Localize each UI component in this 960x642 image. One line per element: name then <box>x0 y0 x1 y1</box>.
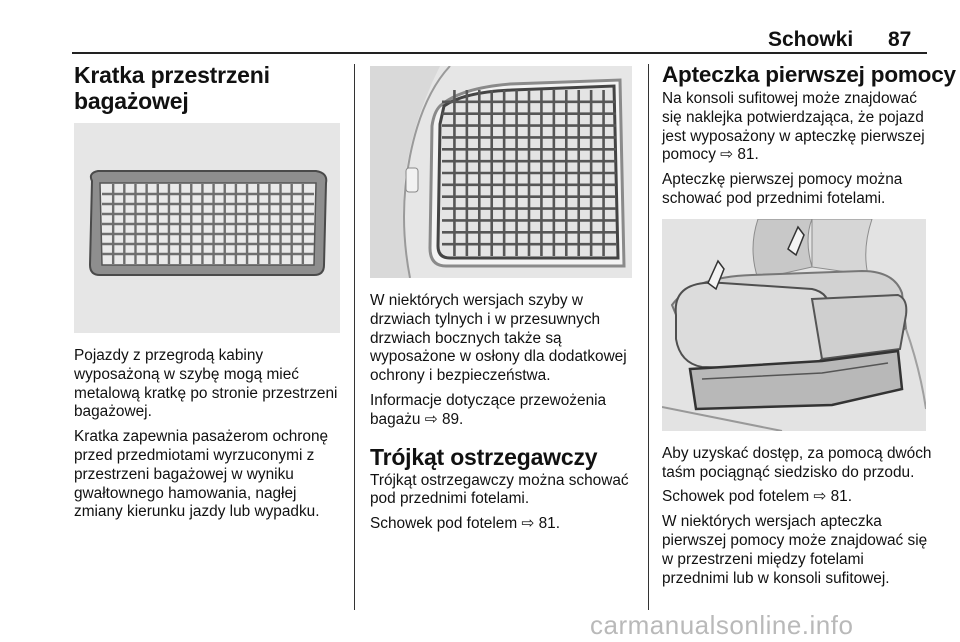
heading-warning-triangle: Trójkąt ostrzegawczy <box>370 443 598 470</box>
paragraph: Pojazdy z przegrodą kabiny wyposażoną w szybę mogą mieć metalową kratkę po stronie przestrzeni bagażowej. <box>74 347 338 421</box>
figure-window-grille <box>370 66 632 278</box>
paragraph: W niektórych wersjach szyby w drzwiach tylnych i w przesuwnych drzwiach bocznych także są wyposażone w osłony dla dodatkowej ochrony i bezpieczeństwa. <box>370 292 627 385</box>
paragraph: Schowek pod fotelem ⇨ 81. <box>662 488 852 506</box>
paragraph: Trójkąt ostrzegawczy można schować pod przednimi fotelami. <box>370 471 629 508</box>
col1-text <box>74 347 342 522</box>
watermark: carmanualsonline.info <box>590 610 854 640</box>
paragraph: Na konsoli sufitowej może znajdować się naklejka potwierdzająca, że pojazd jest wyposażony w apteczkę pierwszej pomocy ⇨ 81. <box>662 90 925 164</box>
paragraph: Apteczkę pierwszej pomocy można schować pod przednimi fotelami. <box>662 171 903 207</box>
column-1 <box>74 62 342 528</box>
column-3 <box>662 62 956 594</box>
heading-cargo-grille: Kratka przestrzeni bagażowej <box>74 62 270 114</box>
figure-seat-storage <box>662 219 926 431</box>
figure-cargo-grille <box>74 123 340 333</box>
heading-first-aid-kit: Apteczka pierwszej pomocy <box>662 62 956 87</box>
col2-text-b <box>370 472 636 534</box>
header-rule <box>72 52 927 54</box>
col2-text <box>370 292 636 430</box>
column-2 <box>370 62 636 540</box>
paragraph: Schowek pod fotelem ⇨ 81. <box>370 515 560 533</box>
column-divider-1 <box>354 64 355 610</box>
paragraph: Kratka zapewnia pasażerom ochronę przed przedmiotami wyrzuconymi z przestrzeni bagażowej w wyniku gwałtownego hamowania, nagłej zmiany kierunku jazdy lub wypadku. <box>74 428 329 521</box>
col3-text-b <box>662 445 932 589</box>
col3-text <box>662 90 932 209</box>
page-number: 87 <box>888 28 912 51</box>
paragraph: W niektórych wersjach apteczka pierwszej pomocy może znajdować się w przestrzeni między fotelami przednimi lub w konsoli sufitowej. <box>662 513 928 587</box>
column-divider-2 <box>648 64 649 610</box>
paragraph: Informacje dotyczące przewożenia bagażu ⇨ 89. <box>370 391 607 428</box>
paragraph: Aby uzyskać dostęp, za pomocą dwóch taśm pociągnąć siedzisko do przodu. <box>662 444 932 481</box>
running-header-title: Schowki <box>768 28 854 51</box>
